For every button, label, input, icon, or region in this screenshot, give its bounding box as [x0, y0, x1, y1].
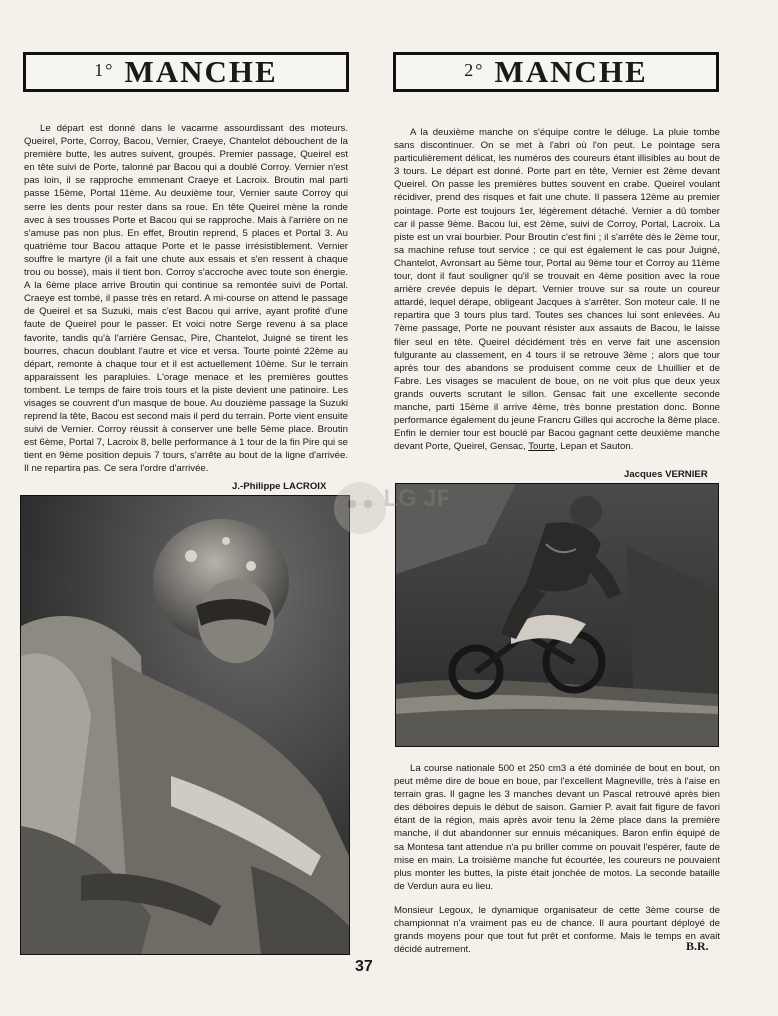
second-heat-text: A la deuxième manche on s'équipe contre le déluge. La pluie tombe sans discontinuer. On se met à l'abri où l'on peut. Le pointage sera particulièrement délicat, les numéros des coureurs étant illisibles au bout de 3 tours. Le départ est donné. Porte part en tête, Vernier est 2ème devant Queirel. On passe les premières buttes souvent en crabe. Queirel voulant récidiver, prend des risques et fait une chute. Il passera 12ème au premier pointage. Porte est toujours 1er, légèrement détaché. Vernier a dû tomber car il passe 9ème. Bacou lui, est 2ème, suivi de Corroy, Portal, Lacroix. La piste est un vrai bourbier. Pour Broutin c'est fini ; il s'arrête dès le 2ème tour, sa machine refuse tout service ; ce qui est également le cas pour Juigné, Chantelot, Avronsart au 5ème tour, Portal au 9ème tour et Corroy au 11ème tour, dont il faut souligner qu'il se trouvait en 4ème position avec la roue arrière crevée depuis le départ. Vernier trouve sur sa route un coureur attardé, lequel dérape, obligeant Jacques à s'arrêter. Son moteur cale. Il ne repartira que 3 tours plus tard. Toutes ses chances lui sont enlevées. Au 7ème passage, Porte ne pouvant résister aux assauts de Bacou, le laisse filer seul en tête. Queirel décidément très en verve fait une ascension fulgurante au classement, en 4 tours il se retrouve 3ème ; alors que tour après tour des abandons se produisent comme ceux de Lhuillier et de Fabre. Les visages se maculent de boue, on ne voit plus que deux yeux grands ouverts scrutant le sillon. Gensac fait une excellente seconde manche, parti 15ème il arrive 4ème, très bonne prestation donc. Bonne performance également du jeune Francru Gilles qui accroche la 8ème place. Enfin le dernier tour est bouclé par Bacou gagnant cette deuxième manche devant Porte, Queirel, Gensac,: [394, 127, 720, 453]
organiser-paragraph: Monsieur Legoux, le dynamique organisateur de cette 3ème course de championnat n'a vraiment pas eu de chance. Il aura pourtant déployé de grands moyens pour que tout fut prêt et conforme. Mais le temps en avait décidé autrement.: [394, 904, 720, 956]
photo-muddy-rider-closeup: [20, 495, 350, 955]
heading-text-2: MANCHE: [494, 54, 648, 89]
watermark-text: LG JP: [383, 485, 448, 512]
first-heat-paragraph: Le départ est donné dans le vacarme assourdissant des moteurs. Queirel, Porte, Corroy, Bacou, Vernier, Craeye, Chantelot débouchent de la première butte, les autres suivent, groupés. Premier passage, Queirel est en tête suivi de Porte, talonné par Bacou qui a doublé Corroy. Vernier n'est pas loin, il se rapproche emmenant Craeye et Lacroix. Broutin mal parti passe 15ème, Portal 11ème. Au deuxième tour, Vernier saute Corroy qui serre les dents pour rester dans sa roue. En tête Queirel mène la ronde avec à ses trousses Porte et Bacou qui se rapproche. Mais à l'arrière on ne s'amuse pas non plus. En effet, Broutin reprend, 5 places et Portal 3. Au quatrième tour Bacou attaque Porte et le passe irrésistiblement. Vernier souffre le martyre (il a fait une chute aux essais et s'en ressent à chaque trou ou bosse), mais il tient bon. Corroy s'accroche avec toute son énergie. A la 6ème place arrive Broutin qui continue sa remontée suivi de Portal. Craeye est tombé, il passe très en retard. A mi-course on attend le passage de Queirel et sa Suzuki, mais c'est Bacou qui arrive, ayant profité d'une faute de Queirel pour le passer. Et voici notre Serge revenu à sa place favorite, tandis qu'à l'arrière Gensac, Pire, Chantelot, Juigné se tirent les bourres, chacun doublant l'autre et vice et versa. Tourte pointé 22ème au départ, remonte à chaque tour et il est actuellement 10ème. Sur le terrain apparaissent les parapluies. L'orage menace et les premières gouttes tombent. Le temps de faire trois tours et la piste devient une patinoire. Les visages se couvrent d'un masque de boue. Au douzième passage la Suzuki reprend la tête, Bacou est second mais il perd du terrain. Porte vient ensuite suivi de Vernier. Corroy réussit à conserver une belle 5ème place. Broutin est 6ème, Portal 7, Lacroix 8, belle performance à 1 tour de la fin Pire qui se tient en 9ème position depuis 7 tours, s'arrête au bout de la ligne d'arrivée. Il ne repartira pas. Ce sera l'ordre d'arrivée.: [24, 123, 348, 475]
article-first-heat: [24, 122, 348, 476]
signature-lacroix: J.-Philippe LACROIX: [232, 481, 327, 492]
underlined-name: Tourte: [528, 441, 555, 453]
signature-vernier: Jacques VERNIER: [624, 469, 708, 480]
page-number: 37: [355, 958, 373, 975]
signature-br: B.R.: [686, 939, 709, 953]
second-heat-paragraph: [394, 126, 720, 453]
second-heat-text-end: , Lepan et Sauton.: [554, 441, 634, 453]
watermark-logo: [330, 468, 448, 558]
heading-manche-2: [393, 52, 719, 92]
article-national-race: [394, 762, 720, 956]
heading-text-1: MANCHE: [124, 54, 278, 89]
photo-muddy-rider-image: [21, 496, 349, 954]
article-second-heat: [394, 126, 720, 453]
heading-ordinal-2: 2°: [464, 59, 485, 80]
watermark-image: [330, 468, 448, 558]
heading-ordinal-1: 1°: [94, 59, 115, 80]
heading-manche-1: [23, 52, 349, 92]
national-race-paragraph: La course nationale 500 et 250 cm3 a été dominée de bout en bout, on peut même dire de boue en boue, par l'excellent Magneville, très à l'aise en terrain gras. Il gagne les 3 manches devant un Pascal retrouvé après bien des déboires depuis le début de saison. Garnier P. avait fait figure de favori étant de la région, mais après avoir tenu la 2ème place dans la première manche, il dut abandonner sur ennuis mécaniques. Baron enfin équipé de sa Montesa tant attendue n'a pu briller comme on pouvait l'espérer, faute de mise en main. La troisième manche fut écourtée, les coureurs ne pouvaient plus monter les buttes, la piste était jonchée de motos. La seconde bataille de Verdun aura eu lieu.: [394, 763, 720, 892]
